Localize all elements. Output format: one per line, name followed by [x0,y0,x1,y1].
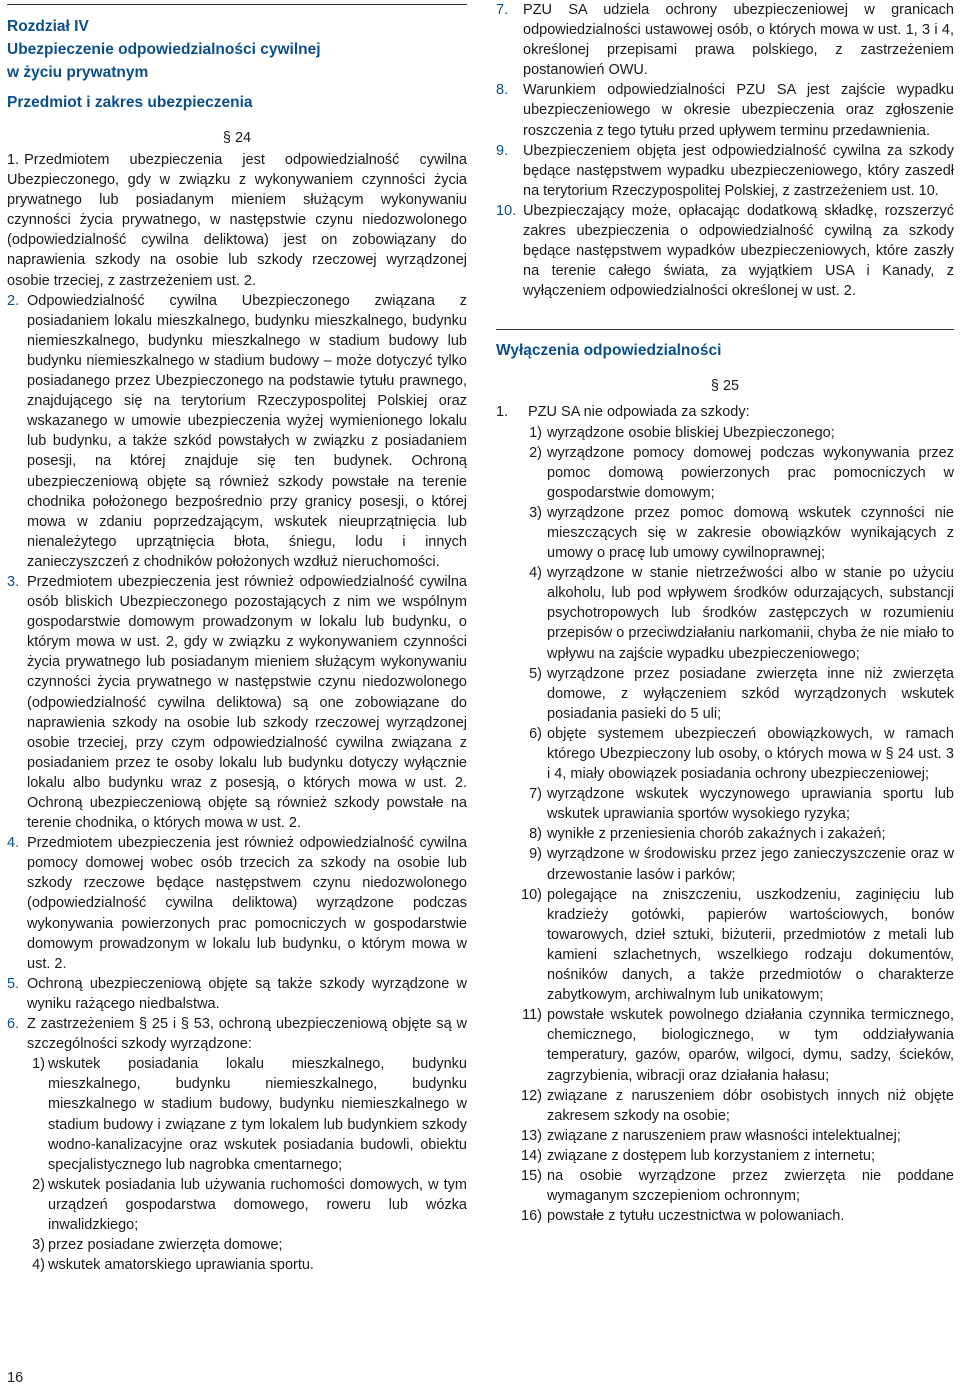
paragraph-8 [496,80,954,140]
list-item-text: wyrządzone przez posiadane zwierzęta inne niż zwierzęta domowe, z wyłączeniem szkód wyrządzonych wskutek posiadania pasieki do 5 uli; [547,665,954,722]
paragraph-number: 4. [7,835,20,852]
list-item-text: związane z naruszeniem praw własności intelektualnej; [547,1127,901,1144]
paragraph-10 [496,201,954,301]
list-item-number: 10) [521,886,542,903]
paragraph-text: Przedmiotem ubezpieczenia jest odpowiedzialność cywilna Ubezpieczonego, gdy w związku z wykonywaniem czynności życia prywatnego lub posiadanym mieniem służącym wykonywaniu czynności życia prywatnego, w następstwie czynu niedozwolonego (odpowiedzialność cywilna deliktowa) jest on zobowiązany do naprawienia szkody na osobie lub szkody rzeczowej wyrządzonej osobie trzeciej, z zastrzeżeniem ust. 2. [7,152,467,289]
list-item-number: 1) [32,1056,45,1073]
list-item-text: przez posiadane zwierzęta domowe; [48,1237,283,1254]
list-item [496,563,954,663]
paragraph-number: 7. [496,2,509,18]
list-item-text: polegające na zniszczeniu, uszkodzeniu, zaginięciu lub kradzieży gotówki, papierów wartościowych, bonów towarowych, dzieł sztuki, biżuterii, przedmiotów z metali lub kamieni szlachetnych, wszelkiego rodzaju dokumentów, nośników danych, a także przedmiotów o charakterze zabytkowym, archiwalnym lub unikatowym; [547,886,954,1004]
list-item-number: 6) [529,725,542,742]
list-item [7,1235,467,1255]
chapter-title-line-1: Ubezpieczenie odpowiedzialności cywilnej [7,41,321,58]
exclusions-title: Wyłączenia odpowiedzialności [496,342,722,360]
list-item [7,1255,467,1275]
list-item [496,724,954,784]
paragraph-text: Ubezpieczający może, opłacając dodatkową składkę, rozszerzyć zakres ubezpieczenia o odpowiedzialność cywilną za szkody będące następstwem wypadków ubezpieczeniowych, które zaszły na terenie całego świata, za wyjątkiem USA i Kanady, z wyłączeniem odpowiedzialności określonej w ust. 2. [523,202,954,300]
paragraph-number: 6. [7,1016,20,1033]
paragraph-2 [7,291,467,572]
list-item-number: 16) [521,1208,542,1225]
paragraph-number: 8. [496,82,509,99]
paragraph-text: Z zastrzeżeniem § 25 i § 53, ochroną ubezpieczeniową objęte są w szczególności szkody wyrządzone: [27,1016,467,1053]
list-item [496,824,954,844]
paragraph-9 [496,141,954,201]
paragraph-text: Przedmiotem ubezpieczenia jest również odpowiedzialność cywilna osób bliskich Ubezpieczonego pozostających z nim we wspólnym gospodarstwie domowym prowadzonym w lokalu lub budynku, o którym mowa w ust. 2, gdy w związku z wykonywaniem czynności życia prywatnego lub posiadanym mieniem służącym wykonywaniu czynności życia prywatnego w następstwie czynu niedozwolonego (odpowiedzialność cywilna deliktowa) są one zobowiązane do naprawienia szkody na osobie lub szkody rzeczowej wyrządzonej osobie trzeciej, przy czym odpowiedzialność cywilna związana z posiadaniem przez te osoby lokalu lub budynku dotyczy wyłącznie lokalu albo budynku wraz z posesją, o których mowa w ust. 2. Ochroną ubezpieczeniową objęte są również szkody powstałe na terenie chodnika, o których mowa w ust. 2. [27,573,467,832]
paragraph-4 [7,833,467,974]
paragraph-6 [7,1014,467,1054]
list-item [496,664,954,724]
list-item-number: 4) [529,565,542,582]
list-item-text: związane z dostępem lub korzystaniem z internetu; [547,1147,876,1164]
exclusions-intro [496,402,954,422]
list-item [496,1206,954,1226]
paragraph-number: 10. [496,202,517,219]
paragraph-number: 2. [7,292,20,309]
list-item [496,503,954,563]
list-item-text: powstałe z tytułu uczestnictwa w polowaniach. [547,1208,845,1225]
list-item-text: wskutek posiadania lub używania ruchomości domowych, w tym urządzeń gospodarstwa domowego, roweru lub wózka inwalidzkiego; [48,1176,467,1233]
paragraph-text: Przedmiotem ubezpieczenia jest również odpowiedzialność cywilna pomocy domowej wobec osób trzecich za szkody na osobie lub szkody rzeczowe będące następstwem czynu niedozwolonego (odpowiedzialność cywilna deliktowa) wyrządzone podczas wykonywania powierzonych prac pomocniczych w gospodarstwie domowym prowadzonym w lokalu lub budynku, o którym mowa w ust. 2. [27,835,467,972]
paragraph-7 [496,0,954,80]
paragraph-text: Ochroną ubezpieczeniową objęte są także szkody wyrządzone w wyniku rażącego niedbalstwa. [27,975,467,1012]
list-item-text: wskutek amatorskiego uprawiania sportu. [48,1257,314,1274]
list-item-text: wskutek posiadania lokalu mieszkalnego, budynku mieszkalnego, budynku niemieszkalnego, budynku mieszkalnego w stadium budowy, budynku niemieszkalnego w stadium budowy i związane z tym lokalem lub budynkiem szkody wodno-kanalizacyjne oraz wskutek posiadania budowli, obiektu specjalistycznego lub nagrobka cmentarnego; [48,1056,467,1173]
list-item-number: 8) [529,826,542,843]
list-item-text: związane z naruszeniem dóbr osobistych innych niż objęte zakresem szkody na osobie; [547,1087,954,1124]
paragraph-number: 3. [7,573,20,590]
list-item-text: wyrządzone osobie bliskiej Ubezpieczonego; [547,424,835,441]
paragraph-3 [7,572,467,833]
list-item-text: na osobie wyrządzone przez zwierzęta nie poddane wymaganym szczepieniom ochronnym; [547,1167,954,1205]
right-column [496,0,954,1226]
list-item-text: wyrządzone pomocy domowej podczas wykonywania przez pomoc domową powierzonych prac pomocniczych w gospodarstwie domowym; [547,444,954,501]
list-item-text: wynikłe z przeniesienia chorób zakaźnych i zakażeń; [547,826,886,843]
list-item-text: objęte systemem ubezpieczeń obowiązkowych, w ramach którego Ubezpieczony lub osoby, o których mowa w § 24 ust. 3 i 4, miały obowiązek posiadania ochrony ubezpieczeniowej; [547,725,954,783]
list-item [496,1146,954,1166]
list-item [496,885,954,1006]
list-item-number: 2) [32,1176,45,1193]
list-item-text: wyrządzone w środowisku przez jego zanieczyszczenie oraz w drzewostanie lasów i parków; [547,846,954,883]
paragraph-text: PZU SA udziela ochrony ubezpieczeniowej w granicach odpowiedzialności ustawowej osób, o których mowa w ust. 1, 3 i 4, określonej przepisami prawa polskiego, z zastrzeżeniem postanowień OWU. [523,2,954,79]
paragraph-text: Warunkiem odpowiedzialności PZU SA jest zajście wypadku ubezpieczeniowego w okresie ubezpieczenia oraz zgłoszenie roszczenia z tego tytułu przed upływem terminu przedawnienia. [523,82,954,139]
list-item-number: 9) [529,846,542,863]
list-item-text: powstałe wskutek powolnego działania czynnika termicznego, chemicznego, biologicznego, w tym oddziaływania temperatury, gazów, oparów, wilgoci, dymu, sadzy, ścieków, zagrzybienia, wibracji oraz działania hałasu; [547,1007,954,1084]
list-item-number: 2) [529,444,542,461]
list-item-number: 14) [521,1147,542,1164]
list-item-number: 3) [529,504,542,521]
list-item [496,1126,954,1146]
paragraph-number: 1. [7,152,20,168]
paragraph-number: 5. [7,975,20,992]
list-item-number: 13) [521,1127,542,1144]
list-item [7,1054,467,1175]
paragraph-number: 9. [496,142,509,159]
chapter-label: Rozdział IV [7,18,89,35]
list-item [496,784,954,824]
section-subtitle: Przedmiot i zakres ubezpieczenia [7,94,253,111]
list-item [496,844,954,884]
list-item-number: 4) [32,1257,45,1274]
list-item [496,1086,954,1126]
list-item-number: 11) [522,1007,542,1024]
paragraph-text: PZU SA nie odpowiada za szkody: [528,404,750,421]
left-column [7,0,467,1275]
list-item-text: wyrządzone przez pomoc domową wskutek czynności nie mieszczących się w zakresie obowiązków wynikających z umowy o pracę lub umowy cywilnoprawnej; [547,504,954,562]
list-item-text: wyrządzone w stanie nietrzeźwości albo w stanie po użyciu alkoholu, lub pod wpływem środków odurzających, substancji psychotropowych lub środków zastępczych w rozumieniu przepisów o przeciwdziałaniu narkomanii, chyba że nie miało to wpływu na zajście wypadku ubezpieczeniowego; [547,565,955,662]
list-item [496,1166,954,1206]
section-number: § 25 [710,378,740,395]
list-item-number: 1) [529,424,542,441]
chapter-title-line-2: w życiu prywatnym [7,64,149,81]
list-item-number: 12) [521,1087,542,1104]
list-item [496,423,954,443]
list-item-text: wyrządzone wskutek wyczynowego uprawiania sportu lub wskutek uprawiania sportów wysokiego ryzyka; [547,786,954,823]
section-number: § 24 [222,130,252,146]
list-item-number: 3) [32,1237,45,1254]
top-rule [7,4,467,5]
section-rule [496,329,954,330]
list-item [7,1175,467,1235]
paragraph-number: 1. [496,404,509,421]
paragraph-1 [7,150,467,291]
list-item-number: 5) [529,665,542,682]
list-item [496,443,954,503]
page-number: 16 [7,1370,24,1386]
paragraph-text: Odpowiedzialność cywilna Ubezpieczonego związana z posiadaniem lokalu mieszkalnego, budynku mieszkalnego, budynku niemieszkalnego, budynku mieszkalnego w stadium budowy lub budynku niemieszkalnego w stadium budowy – może dotyczyć tylko posiadanego przez Ubezpieczonego na podstawie tytułu prawnego, znajdującego się na terytorium Rzeczypospolitej Polskiej oraz wskazanego w umowie ubezpieczenia wyżej wymienionego lokalu lub budynku, a także szkód powstałych w związku z posiadaniem posesji, na której znajduje się ten budynek. Ochroną ubezpieczeniową objęte są również szkody powstałe na terenie chodnika położonego bezpośrednio przy granicy posesji, o której mowa w zdaniu poprzedzającym, wskutek nieuprzątnięcia lub nienależytego uprzątnięcia błota, śniegu, lodu i innych zanieczyszczeń z chodników położonych wzdłuż nieruchomości. [27,292,467,570]
list-item [496,1005,954,1085]
list-item-number: 7) [529,786,542,803]
list-item-number: 15) [521,1167,542,1184]
paragraph-text: Ubezpieczeniem objęta jest odpowiedzialność cywilna za szkody będące następstwem wypadku ubezpieczeniowego, który zaszedł na terytorium Rzeczypospolitej Polskiej, z zastrzeżeniem ust. 10. [523,142,954,199]
paragraph-5 [7,974,467,1014]
